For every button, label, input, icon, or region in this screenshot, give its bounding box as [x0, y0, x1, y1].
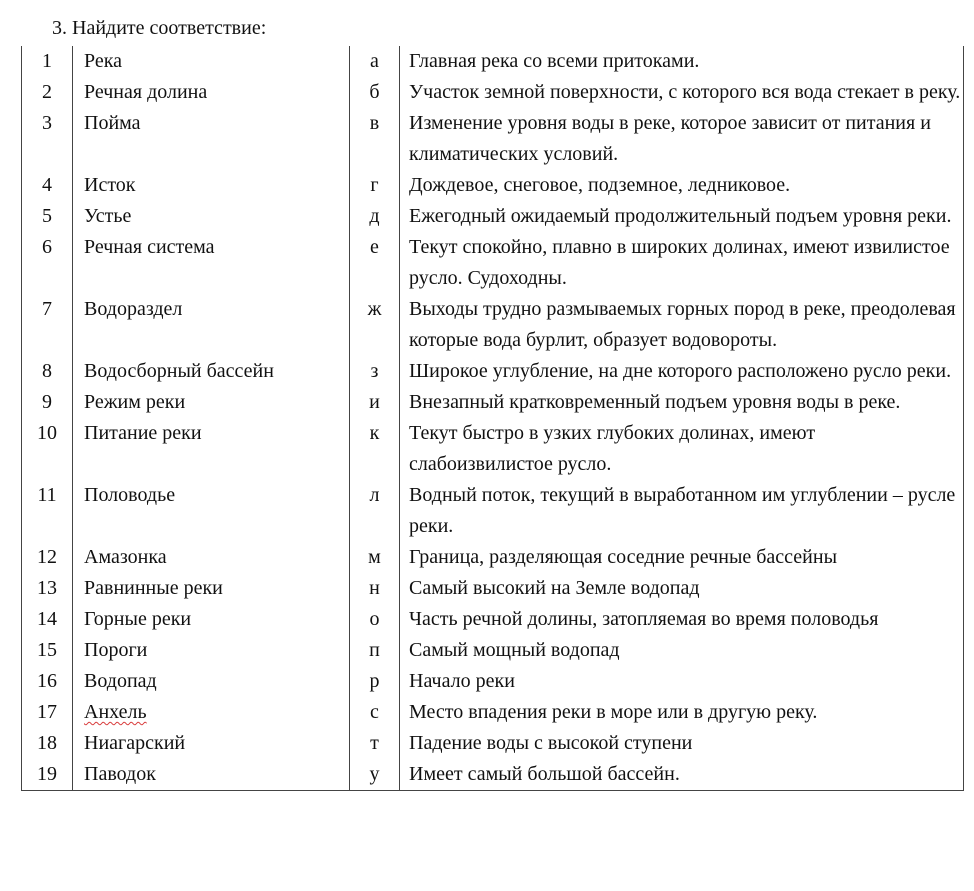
table-row: [22, 201, 964, 232]
term-cell: Амазонка: [73, 542, 350, 573]
row-number: 16: [22, 666, 73, 697]
term-cell: Исток: [73, 170, 350, 201]
table-row: [22, 728, 964, 759]
definition-cell: Водный поток, текущий в выработанном им углублении – русле реки.: [400, 480, 964, 542]
definition-cell: Текут спокойно, плавно в широких долинах, имеют извилистое русло. Судоходны.: [400, 232, 964, 294]
term-cell: Горные реки: [73, 604, 350, 635]
task-title: 3. Найдите соответствие:: [52, 17, 267, 39]
term-cell: Река: [73, 46, 350, 77]
definition-cell: Внезапный кратковременный подъем уровня воды в реке.: [400, 387, 964, 418]
definition-cell: Часть речной долины, затопляемая во время половодья: [400, 604, 964, 635]
table-row: [22, 635, 964, 666]
letter-cell: ж: [350, 294, 400, 356]
row-number: 2: [22, 77, 73, 108]
row-number: 7: [22, 294, 73, 356]
term-cell: Равнинные реки: [73, 573, 350, 604]
letter-cell: п: [350, 635, 400, 666]
definition-cell: Самый высокий на Земле водопад: [400, 573, 964, 604]
term-cell: Режим реки: [73, 387, 350, 418]
definition-cell: Имеет самый большой бассейн.: [400, 759, 964, 791]
matching-table: [21, 46, 964, 791]
letter-cell: о: [350, 604, 400, 635]
term-cell: Половодье: [73, 480, 350, 542]
letter-cell: м: [350, 542, 400, 573]
letter-cell: н: [350, 573, 400, 604]
table-row: [22, 108, 964, 170]
term-cell: Речная система: [73, 232, 350, 294]
matching-table-body: [22, 46, 964, 791]
table-row: [22, 170, 964, 201]
row-number: 11: [22, 480, 73, 542]
letter-cell: а: [350, 46, 400, 77]
term-cell: Пороги: [73, 635, 350, 666]
term-cell: Водораздел: [73, 294, 350, 356]
term-cell: Пойма: [73, 108, 350, 170]
row-number: 9: [22, 387, 73, 418]
table-row: [22, 46, 964, 77]
row-number: 14: [22, 604, 73, 635]
letter-cell: г: [350, 170, 400, 201]
definition-cell: Изменение уровня воды в реке, которое зависит от питания и климатических условий.: [400, 108, 964, 170]
letter-cell: с: [350, 697, 400, 728]
term-cell: Водопад: [73, 666, 350, 697]
row-number: 1: [22, 46, 73, 77]
definition-cell: Падение воды с высокой ступени: [400, 728, 964, 759]
letter-cell: е: [350, 232, 400, 294]
definition-cell: Граница, разделяющая соседние речные бассейны: [400, 542, 964, 573]
definition-cell: Главная река со всеми притоками.: [400, 46, 964, 77]
letter-cell: т: [350, 728, 400, 759]
letter-cell: л: [350, 480, 400, 542]
table-row: [22, 573, 964, 604]
row-number: 15: [22, 635, 73, 666]
row-number: 13: [22, 573, 73, 604]
row-number: 5: [22, 201, 73, 232]
row-number: 8: [22, 356, 73, 387]
letter-cell: р: [350, 666, 400, 697]
definition-cell: Место впадения реки в море или в другую реку.: [400, 697, 964, 728]
table-row: [22, 232, 964, 294]
table-row: [22, 697, 964, 728]
row-number: 6: [22, 232, 73, 294]
table-row: [22, 387, 964, 418]
definition-cell: Выходы трудно размываемых горных пород в реке, преодолевая которые вода бурлит, образует водовороты.: [400, 294, 964, 356]
row-number: 10: [22, 418, 73, 480]
table-row: [22, 294, 964, 356]
table-row: [22, 666, 964, 697]
definition-cell: Участок земной поверхности, с которого вся вода стекает в реку.: [400, 77, 964, 108]
letter-cell: и: [350, 387, 400, 418]
term-cell: Устье: [73, 201, 350, 232]
term-cell: Водосборный бассейн: [73, 356, 350, 387]
letter-cell: б: [350, 77, 400, 108]
letter-cell: д: [350, 201, 400, 232]
definition-cell: Ежегодный ожидаемый продолжительный подъем уровня реки.: [400, 201, 964, 232]
term-cell: Ниагарский: [73, 728, 350, 759]
term-cell: Паводок: [73, 759, 350, 791]
row-number: 17: [22, 697, 73, 728]
definition-cell: Самый мощный водопад: [400, 635, 964, 666]
term-cell: [73, 697, 350, 728]
table-row: [22, 542, 964, 573]
table-row: [22, 356, 964, 387]
letter-cell: у: [350, 759, 400, 791]
definition-cell: Широкое углубление, на дне которого расположено русло реки.: [400, 356, 964, 387]
letter-cell: в: [350, 108, 400, 170]
row-number: 12: [22, 542, 73, 573]
row-number: 4: [22, 170, 73, 201]
table-row: [22, 418, 964, 480]
spellcheck-flagged-word: Анхель: [84, 701, 147, 723]
letter-cell: к: [350, 418, 400, 480]
definition-cell: Дождевое, снеговое, подземное, ледниковое.: [400, 170, 964, 201]
table-row: [22, 480, 964, 542]
row-number: 18: [22, 728, 73, 759]
definition-cell: Начало реки: [400, 666, 964, 697]
row-number: 3: [22, 108, 73, 170]
row-number: 19: [22, 759, 73, 791]
table-row: [22, 77, 964, 108]
table-row: [22, 759, 964, 791]
table-row: [22, 604, 964, 635]
letter-cell: з: [350, 356, 400, 387]
term-cell: Питание реки: [73, 418, 350, 480]
term-cell: Речная долина: [73, 77, 350, 108]
definition-cell: Текут быстро в узких глубоких долинах, имеют слабоизвилистое русло.: [400, 418, 964, 480]
